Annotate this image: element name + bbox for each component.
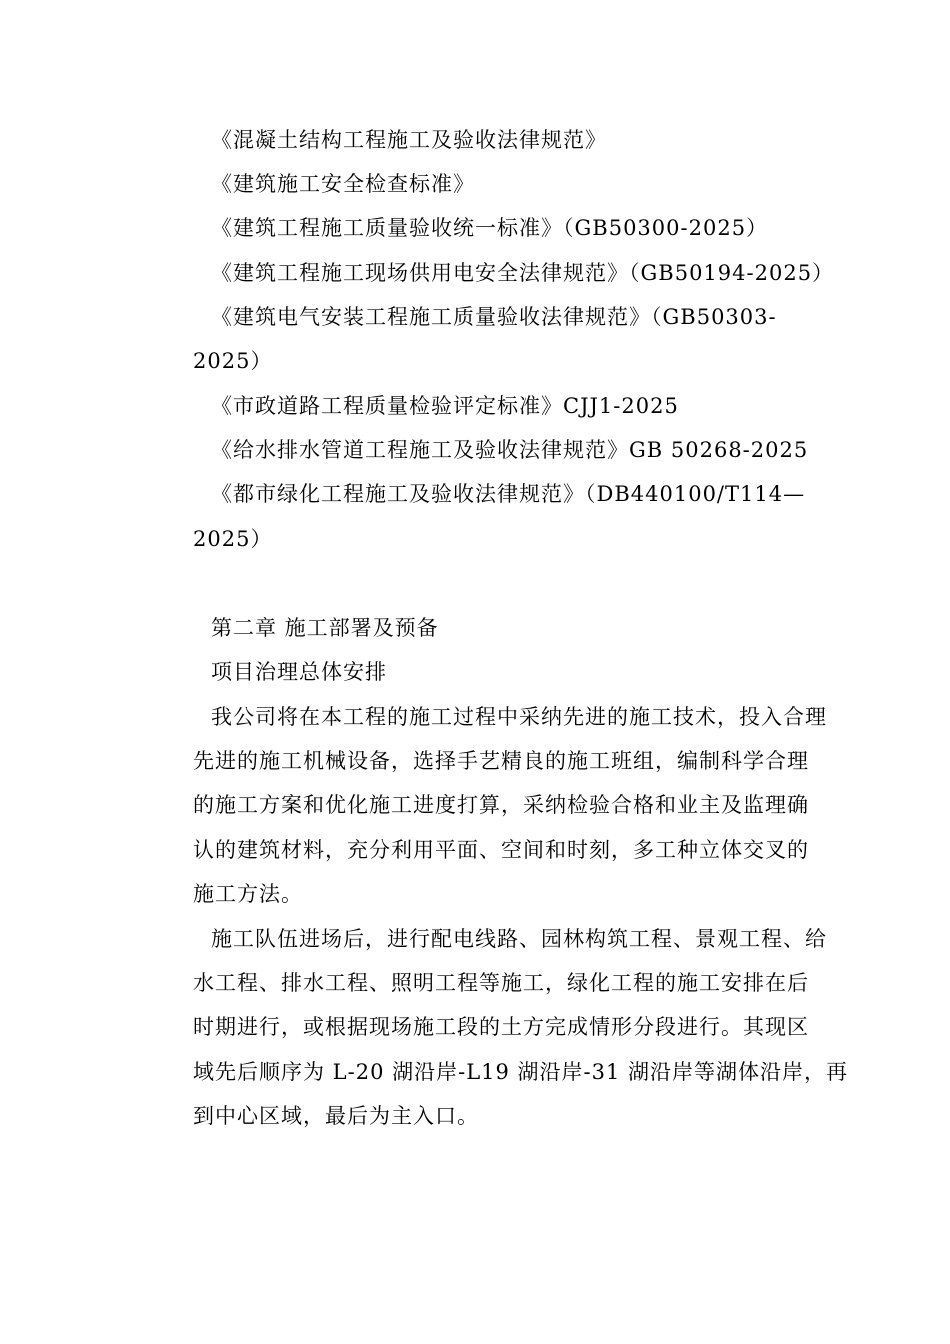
paragraph-line: 时期进行，或根据现场施工段的土方完成情形分段进行。其现区: [193, 1015, 809, 1039]
paragraph-line: 的施工方案和优化施工进度打算，采纳检验合格和业主及监理确: [193, 793, 809, 817]
chapter-title: 第二章 施工部署及预备: [211, 616, 439, 640]
reference-line: 《给水排水管道工程施工及验收法律规范》GB 50268-2025: [211, 438, 809, 462]
paragraph-line: 我公司将在本工程的施工过程中采纳先进的施工技术，投入合理: [211, 705, 827, 729]
section-title: 项目治理总体安排: [211, 660, 387, 684]
reference-line: 《市政道路工程质量检验评定标准》CJJ1-2025: [211, 394, 679, 418]
reference-line-continuation: 2025）: [193, 349, 273, 373]
paragraph-line: 认的建筑材料，充分利用平面、空间和时刻，多工种立体交叉的: [193, 838, 809, 862]
reference-line: 《建筑工程施工现场供用电安全法律规范》（GB50194-2025）: [211, 261, 835, 285]
reference-line-continuation: 2025）: [193, 527, 273, 551]
paragraph-line: 域先后顺序为 L-20 湖沿岸-L19 湖沿岸-31 湖沿岸等湖体沿岸，再: [193, 1060, 849, 1084]
paragraph-line: 施工方法。: [193, 882, 303, 906]
reference-line: 《建筑工程施工质量验收统一标准》（GB50300-2025）: [211, 216, 769, 240]
reference-line: 《建筑电气安装工程施工质量验收法律规范》（GB50303-: [211, 305, 777, 329]
paragraph-line: 先进的施工机械设备，选择手艺精良的施工班组，编制科学合理: [193, 749, 809, 773]
paragraph-line: 施工队伍进场后，进行配电线路、园林构筑工程、景观工程、给: [211, 927, 827, 951]
paragraph-line: 水工程、排水工程、照明工程等施工，绿化工程的施工安排在后: [193, 971, 809, 995]
reference-line: 《混凝土结构工程施工及验收法律规范》: [211, 128, 607, 152]
reference-line: 《建筑施工安全检查标准》: [211, 172, 475, 196]
paragraph-line: 到中心区域，最后为主入口。: [193, 1104, 479, 1128]
reference-line: 《都市绿化工程施工及验收法律规范》（DB440100/T114—: [211, 482, 806, 506]
